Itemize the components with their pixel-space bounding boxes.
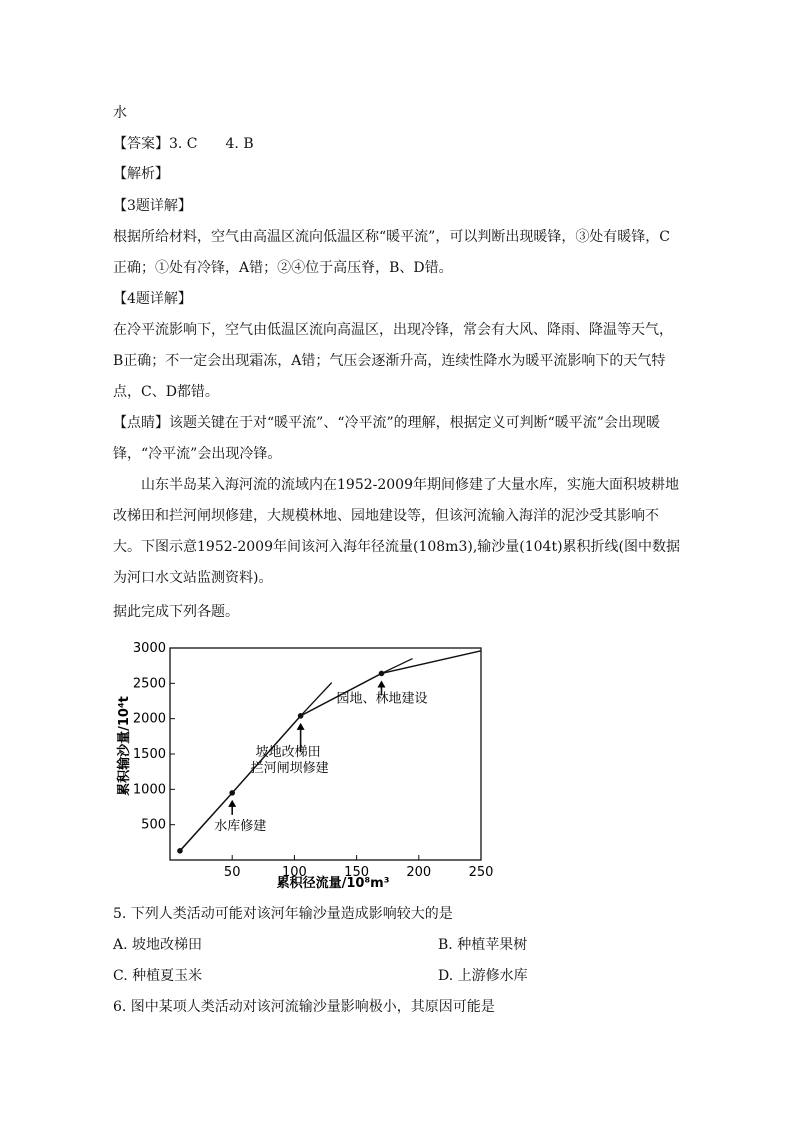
- annotation-terrace: 坡地改梯田: [255, 744, 321, 760]
- q4-heading: 【4题详解】: [113, 291, 192, 307]
- trend-line: [301, 683, 332, 716]
- annotation-reservoir: 水库修建: [214, 818, 267, 834]
- q5-option-d[interactable]: D. 上游修水库: [438, 968, 528, 984]
- question-5: 5. 下列人类活动可能对该河年输沙量造成影响较大的是: [113, 906, 453, 922]
- text-fragment: 水: [113, 105, 127, 121]
- q4-explanation: 在冷平流影响下，空气由低温区流向高温区，出现冷锋，常会有大风、降雨、降温等天气，B正确；不一定会出现霜冻，A错；气压会逐渐升高，连续性降水为暖平流影响下的天气特点，C、D都错。: [113, 322, 673, 400]
- cumulative-runoff-sediment-chart: [110, 636, 500, 892]
- annotation-dam: 拦河闸坝修建: [250, 760, 329, 776]
- x-tick-label: 200: [406, 865, 432, 880]
- q5-option-a[interactable]: A. 坡地改梯田: [113, 937, 203, 953]
- x-tick-label: 250: [468, 865, 494, 880]
- analysis-heading: 【解析】: [113, 166, 169, 182]
- x-tick-label: 50: [223, 865, 241, 880]
- y-tick-label: 1000: [132, 782, 166, 798]
- y-axis-label: 累积输沙量/10⁴t: [117, 696, 132, 796]
- data-point: [177, 848, 183, 854]
- annotation-arrowhead: [377, 680, 385, 687]
- data-point: [298, 713, 304, 719]
- annotation-orchard: 园地、林地建设: [336, 691, 428, 707]
- intro-paragraph: 山东半岛某入海河流的流域内在1952-2009年期间修建了大量水库，实施大面积坡耕地改梯田和拦河闸坝修建，大规模林地、园地建设等，但该河流输入海洋的泥沙受其影响不大。下图示意1952-2009年间该河入海年径流量(108m3),输沙量(104t)累积折线(图中数据为河口水文站监测资料)。: [113, 477, 680, 586]
- q5-option-c[interactable]: C. 种植夏玉米: [113, 968, 203, 984]
- chart-plot: [133, 641, 494, 880]
- y-tick-label: 1500: [132, 747, 166, 762]
- y-tick-label: 3000: [132, 641, 166, 656]
- trend-line: [381, 659, 412, 674]
- question-6: 6. 图中某项人类活动对该河流输沙量影响极小，其原因可能是: [113, 999, 495, 1015]
- x-tick-label: 100: [281, 865, 307, 880]
- data-point: [379, 671, 385, 677]
- tip-paragraph: 【点睛】该题关键在于对“暖平流”、“冷平流”的理解，根据定义可判断“暖平流”会出现暖锋，“冷平流”会出现冷锋。: [113, 415, 660, 462]
- data-point: [229, 790, 235, 796]
- answer-line: 【答案】3. C 4. B: [113, 136, 254, 152]
- annotation-arrowhead: [297, 723, 305, 730]
- x-tick-label: 150: [344, 865, 370, 880]
- q5-option-b[interactable]: B. 种植苹果树: [438, 937, 528, 953]
- annotation-arrowhead: [228, 800, 236, 807]
- y-tick-label: 2500: [132, 676, 166, 692]
- y-tick-label: 500: [141, 817, 166, 833]
- task-instruction: 据此完成下列各题。: [113, 604, 239, 620]
- y-tick-label: 2000: [132, 711, 166, 727]
- q3-heading: 【3题详解】: [113, 198, 192, 214]
- x-axis-label: 累积径流量/10⁸m³: [276, 876, 390, 891]
- q3-explanation: 根据所给材料，空气由高温区流向低温区称“暖平流”，可以判断出现暖锋，③处有暖锋，C正确；①处有冷锋，A错；②④位于高压脊，B、D错。: [113, 229, 671, 276]
